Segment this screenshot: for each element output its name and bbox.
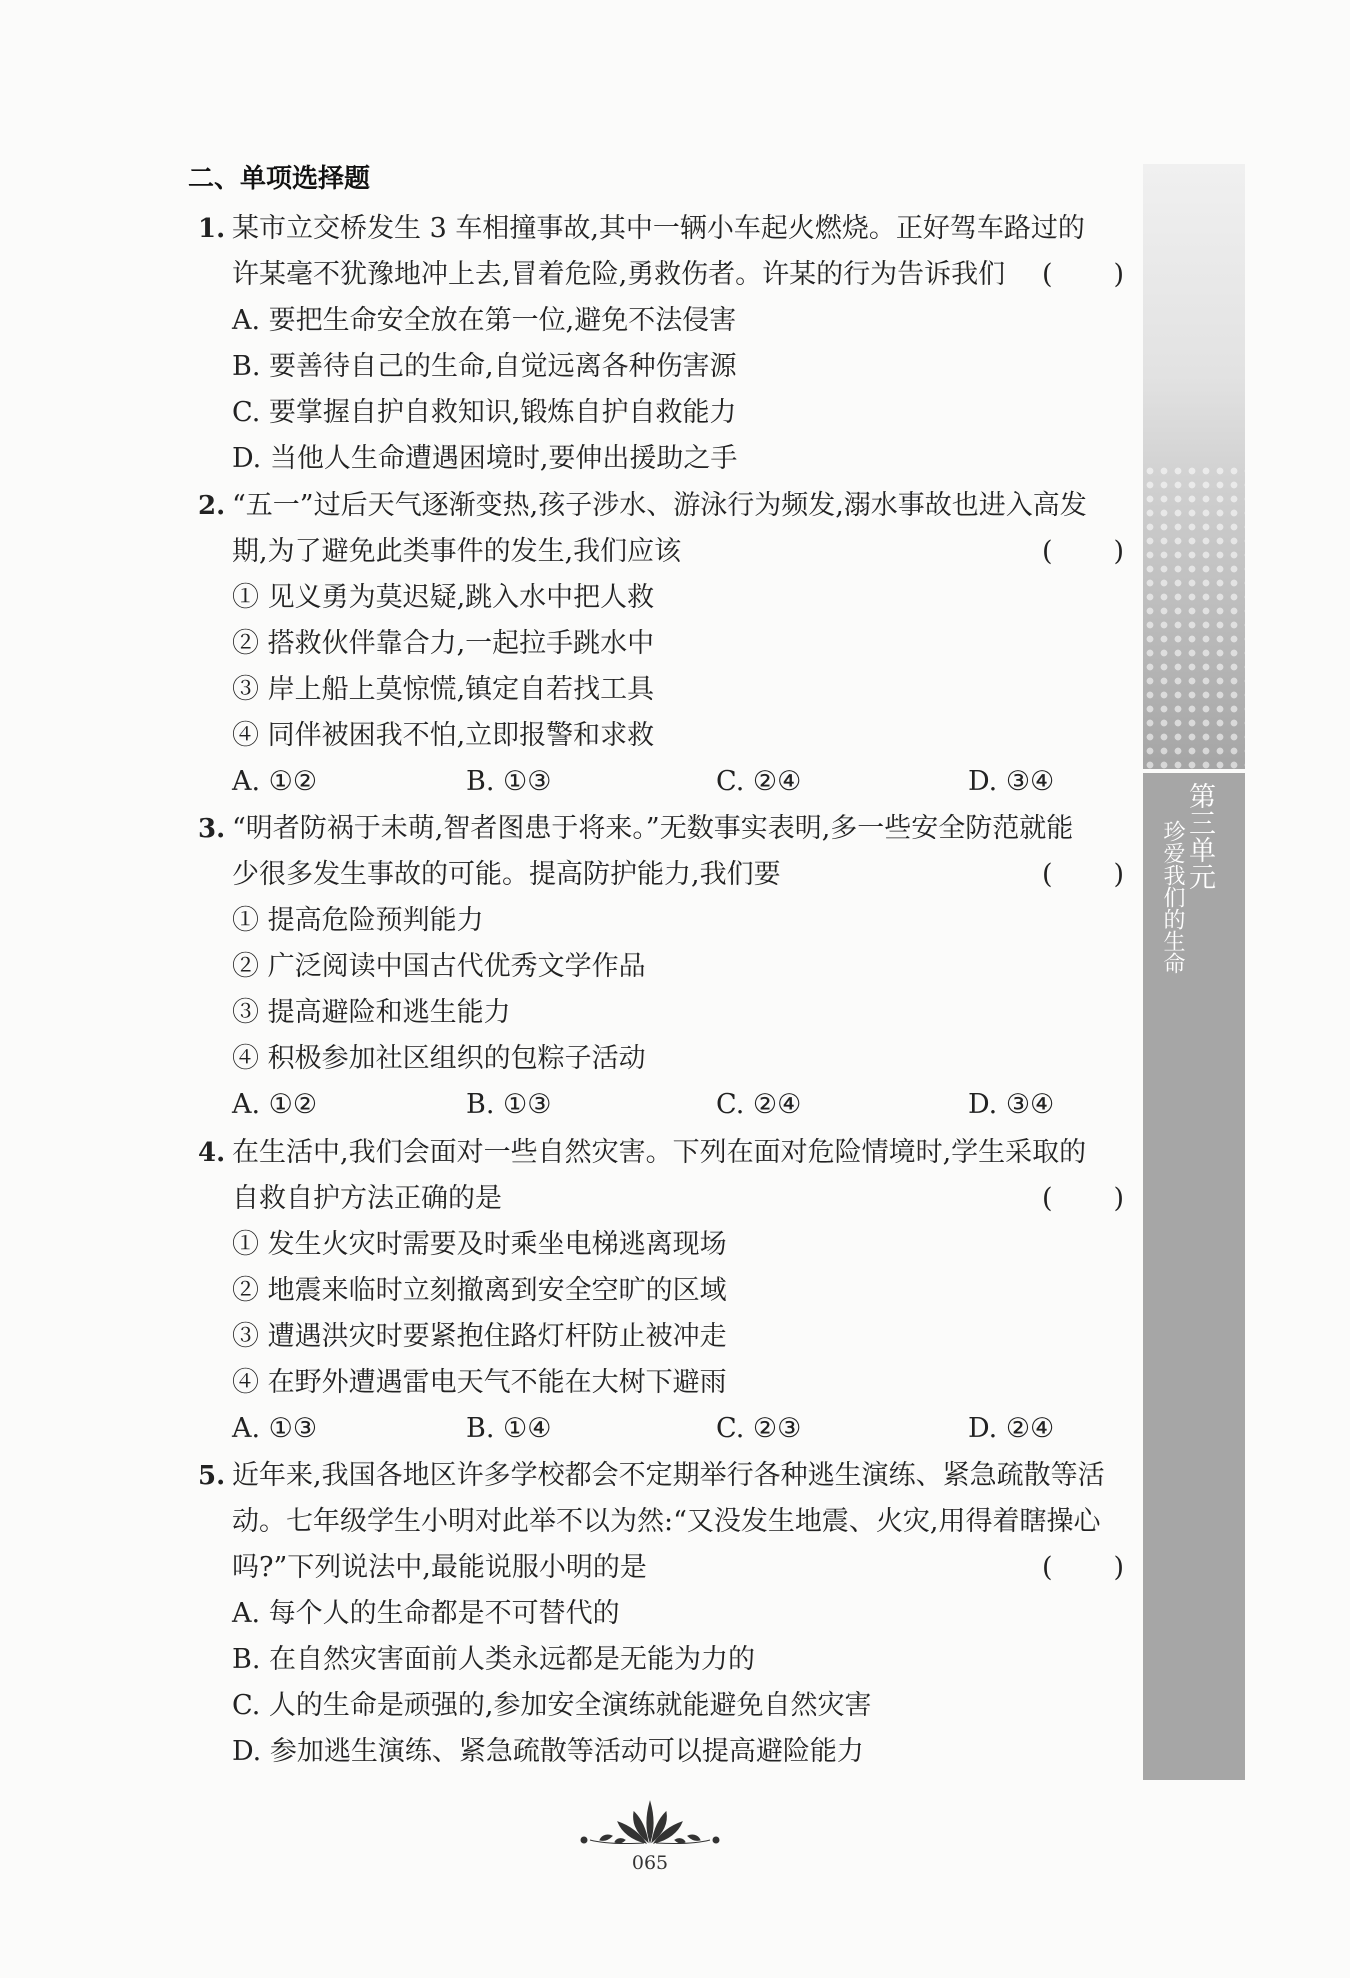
halftone-pattern (1143, 464, 1245, 769)
answer-blank: ( ) (1042, 1552, 1124, 1583)
answer-option: B. ①④ (466, 1413, 552, 1444)
answer-option: B. ①③ (466, 1089, 552, 1120)
statement-item: ③ 提高避险和逃生能力 (232, 997, 511, 1028)
question-stem-line: “五一”过后天气逐渐变热,孩子涉水、游泳行为频发,溺水事故也进入高发 (232, 490, 1087, 521)
answer-option: A. ①② (232, 1089, 318, 1120)
statement-item: ③ 岸上船上莫惊慌,镇定自若找工具 (232, 674, 655, 705)
answer-blank: ( ) (1042, 536, 1124, 567)
answer-option: D. ③④ (968, 766, 1055, 797)
statement-item: ④ 积极参加社区组织的包粽子活动 (232, 1043, 646, 1074)
section-title: 二、单项选择题 (188, 164, 371, 194)
answer-option: C. 人的生命是顽强的,参加安全演练就能避免自然灾害 (232, 1690, 872, 1721)
floral-ornament-icon (570, 1790, 730, 1850)
answer-option: D. ③④ (968, 1089, 1055, 1120)
answer-option: D. 当他人生命遭遇困境时,要伸出援助之手 (232, 443, 738, 474)
question-stem-line: 少很多发生事故的可能。提高防护能力,我们要 (232, 859, 781, 890)
question-number: 3. (198, 814, 226, 844)
answer-option: C. ②④ (716, 1089, 802, 1120)
answer-option: A. 每个人的生命都是不可替代的 (232, 1598, 620, 1629)
answer-option: B. ①③ (466, 766, 552, 797)
question-stem-line: 在生活中,我们会面对一些自然灾害。下列在面对危险情境时,学生采取的 (232, 1137, 1087, 1168)
side-tab-decoration (1143, 164, 1245, 769)
side-tab-unit: 第三单元 (1184, 782, 1215, 890)
question-stem-line: 近年来,我国各地区许多学校都会不定期举行各种逃生演练、紧急疏散等活 (232, 1460, 1105, 1491)
statement-item: ③ 遭遇洪灾时要紧抱住路灯杆防止被冲走 (232, 1321, 727, 1352)
answer-option: C. 要掌握自护自救知识,锻炼自护自救能力 (232, 397, 737, 428)
answer-option: A. ①③ (232, 1413, 318, 1444)
question-stem-line: 动。七年级学生小明对此举不以为然:“又没发生地震、火灾,用得着瞎操心 (232, 1506, 1101, 1537)
statement-item: ② 地震来临时立刻撤离到安全空旷的区域 (232, 1275, 727, 1306)
statement-item: ② 广泛阅读中国古代优秀文学作品 (232, 951, 646, 982)
question-number: 2. (198, 491, 226, 521)
question-stem-line: 吗?”下列说法中,最能说服小明的是 (232, 1552, 647, 1583)
answer-option: D. ②④ (968, 1413, 1055, 1444)
statement-item: ① 见义勇为莫迟疑,跳入水中把人救 (232, 582, 655, 613)
answer-option: B. 在自然灾害面前人类永远都是无能为力的 (232, 1644, 756, 1675)
page-number: 065 (631, 1852, 669, 1874)
answer-blank: ( ) (1042, 259, 1124, 290)
question-number: 4. (198, 1138, 226, 1168)
answer-option: A. ①② (232, 766, 318, 797)
question-number: 5. (198, 1461, 226, 1491)
answer-option: C. ②④ (716, 766, 802, 797)
question-stem-line: 许某毫不犹豫地冲上去,冒着危险,勇救伤者。许某的行为告诉我们 (232, 259, 1006, 290)
answer-option: C. ②③ (716, 1413, 802, 1444)
statement-item: ① 发生火灾时需要及时乘坐电梯逃离现场 (232, 1229, 727, 1260)
question-stem-line: 某市立交桥发生 3 车相撞事故,其中一辆小车起火燃烧。正好驾车路过的 (232, 213, 1085, 244)
statement-item: ② 搭救伙伴靠合力,一起拉手跳水中 (232, 628, 655, 659)
answer-option: B. 要善待自己的生命,自觉远离各种伤害源 (232, 351, 737, 382)
statement-item: ④ 在野外遭遇雷电天气不能在大树下避雨 (232, 1367, 727, 1398)
answer-blank: ( ) (1042, 1183, 1124, 1214)
statement-item: ④ 同伴被困我不怕,立即报警和求救 (232, 720, 655, 751)
side-tab-name: 珍爱我们的生命 (1160, 820, 1185, 974)
answer-blank: ( ) (1042, 859, 1124, 890)
question-stem-line: 自救自护方法正确的是 (232, 1183, 502, 1214)
statement-item: ① 提高危险预判能力 (232, 905, 484, 936)
question-stem-line: “明者防祸于未萌,智者图患于将来。”无数事实表明,多一些安全防范就能 (232, 813, 1074, 844)
answer-option: D. 参加逃生演练、紧急疏散等活动可以提高避险能力 (232, 1736, 864, 1767)
answer-option: A. 要把生命安全放在第一位,避免不法侵害 (232, 305, 737, 336)
question-stem-line: 期,为了避免此类事件的发生,我们应该 (232, 536, 682, 567)
question-number: 1. (198, 214, 226, 244)
